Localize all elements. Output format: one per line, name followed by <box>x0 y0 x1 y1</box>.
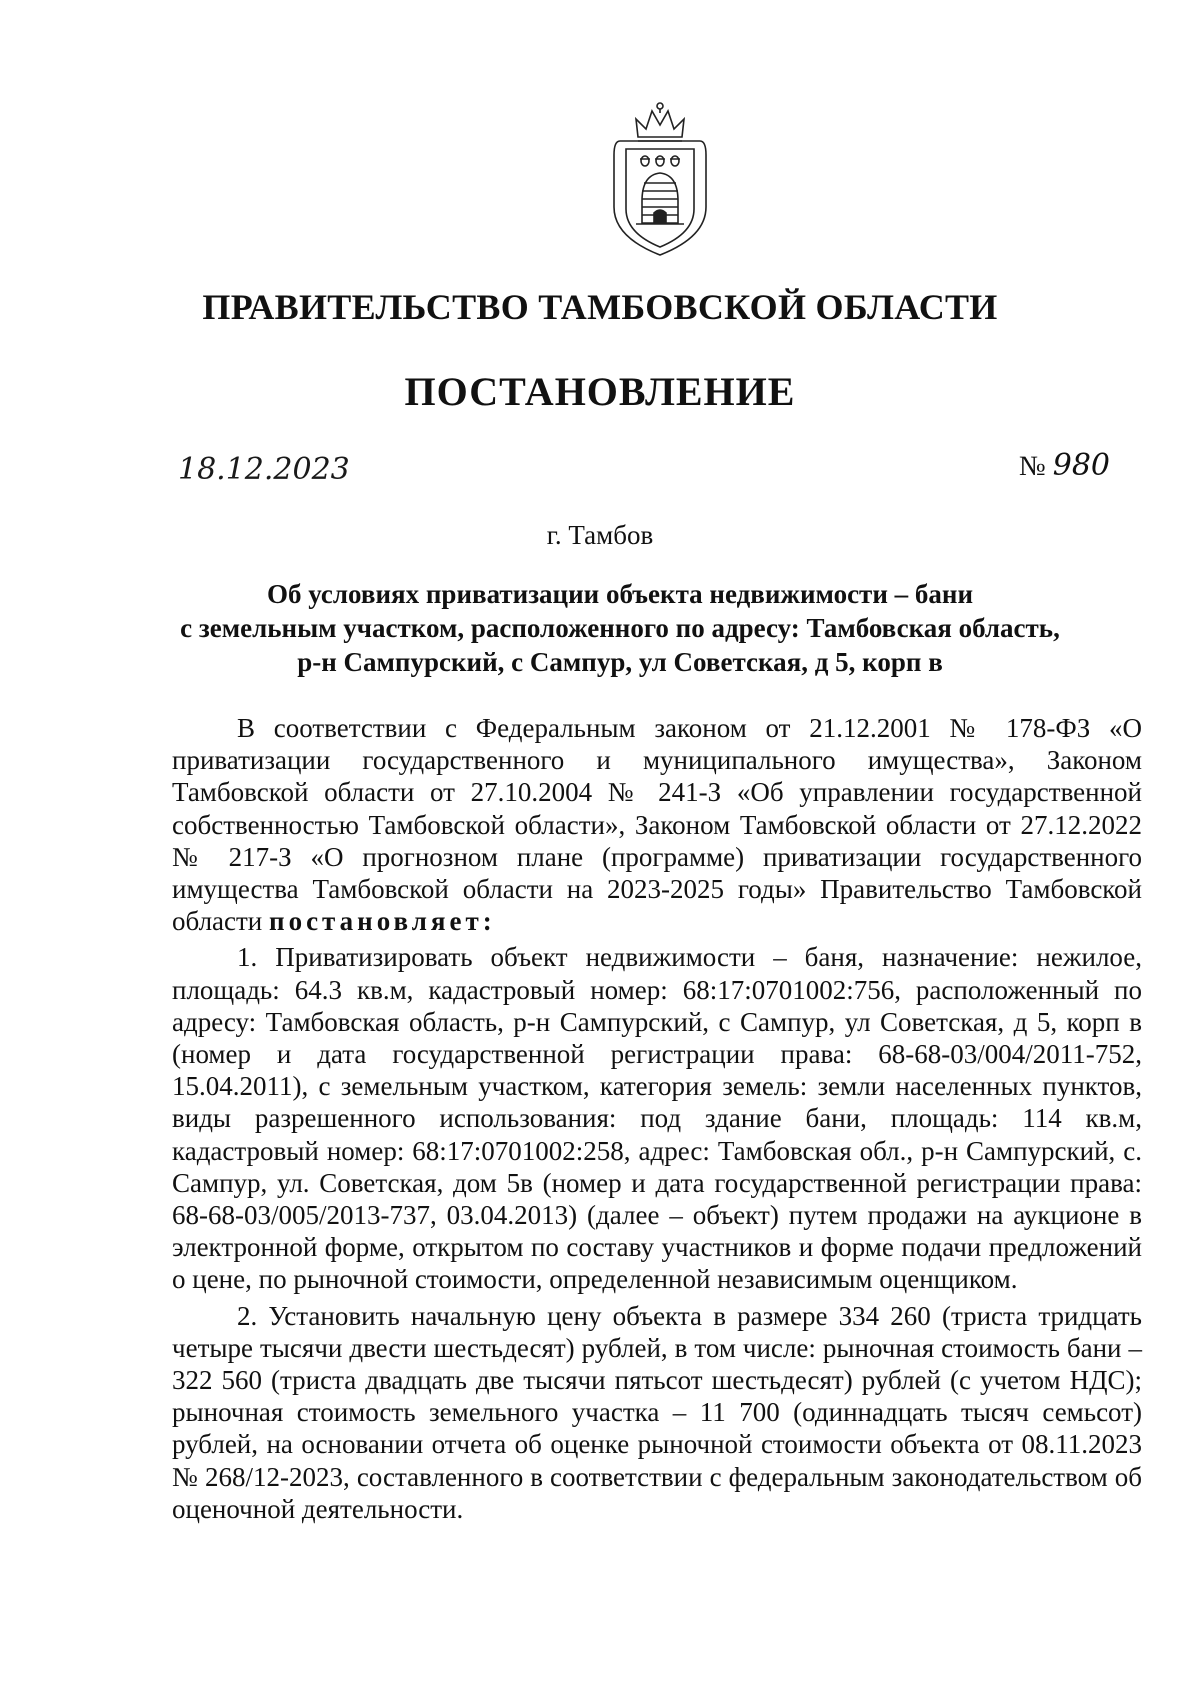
preamble-text: В соответствии с Федеральным законом от 21.12.2001 № 178-ФЗ «О приватизации государственного и муниципального имущества», Законом Тамбовской области от 27.10.2004 № 241-З «Об управлении государственной собственностью Тамбовской области», Законом Тамбовской области от 27.12.2022 № 217-З «О прогнозном плане (программе) приватизации государственного имущества Тамбовской области на 2023-2025 годы» Правительство Тамбовской области <box>172 713 1142 937</box>
document-number <box>1019 448 1110 483</box>
subject-line: Об условиях приватизации объекта недвижимости – бани <box>267 579 973 609</box>
number-prefix: № <box>1019 451 1046 482</box>
item-2-paragraph: 2. Установить начальную цену объекта в размере 334 260 (триста тридцать четыре тысячи двести шестьдесят) рублей, в том числе: рыночная стоимость бани – 322 560 (триста двадцать две тысячи пятьсот шестьдесят) рублей (с учетом НДС); рыночная стоимость земельного участка – 11 700 (одиннадцать тысяч семьсот) рублей, на основании отчета об оценке рыночной стоимости объекта от 08.11.2023 № 268/12-2023, составленного в соответствии с федеральным законодательством об оценочной деятельности. <box>172 1300 1142 1524</box>
preamble-paragraph <box>172 712 1142 937</box>
subject-line: р-н Сампурский, с Сампур, ул Советская, д 5, корп в <box>297 647 943 677</box>
subject-heading <box>150 577 1090 679</box>
government-title: ПРАВИТЕЛЬСТВО ТАМБОВСКОЙ ОБЛАСТИ <box>202 287 998 327</box>
subject-line: с земельным участком, расположенного по адресу: Тамбовская область, <box>180 613 1060 643</box>
handwritten-number: 980 <box>1052 448 1110 483</box>
coat-of-arms-emblem <box>600 97 720 262</box>
resolves-colon: : <box>482 906 496 937</box>
document-type-heading: ПОСТАНОВЛЕНИЕ <box>404 369 796 414</box>
city-line: г. Тамбов <box>546 520 654 550</box>
resolves-word: постановляет <box>269 906 483 937</box>
handwritten-date: 18.12.2023 <box>178 452 350 487</box>
document-body <box>172 712 1142 1529</box>
item-1-paragraph: 1. Приватизировать объект недвижимости – баня, назначение: нежилое, площадь: 64.3 кв.м, кадастровый номер: 68:17:0701002:756, расположенный по адресу: Тамбовская область, р-н Сампурский, с Сампур, ул Советская, д 5, корп в (номер и дата государственной регистрации права: 68-68-03/004/2011-752, 15.04.2011), с земельным участком, категория земель: земли населенных пунктов, виды разрешенного использования: под здание бани, площадь: 114 кв.м, кадастровый номер: 68:17:0701002:258, адрес: Тамбовская обл., р-н Сампурский, с. Сампур, ул. Советская, дом 5в (номер и дата государственной регистрации права: 68-68-03/005/2013-737, 03.04.2013) (далее – объект) путем продажи на аукционе в электронной форме, открытом по составу участников и форме подачи предложений о цене, по рыночной стоимости, определенной независимым оценщиком. <box>172 942 1142 1295</box>
